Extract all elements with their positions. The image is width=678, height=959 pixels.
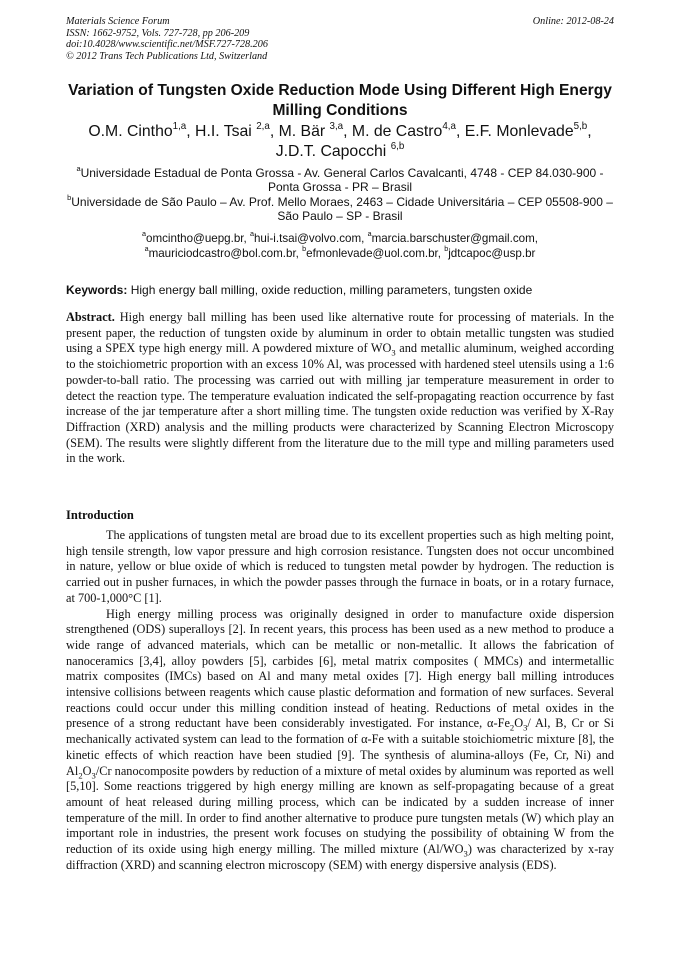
author-sup: 5,b [573, 120, 588, 132]
author-sup: 3,a [329, 120, 344, 132]
abstract-label: Abstract. [66, 310, 115, 324]
author-sup: 1,a [172, 120, 187, 132]
email-link[interactable]: mauriciodcastro@bol.com.br [148, 246, 296, 260]
affiliation-text: Universidade de São Paulo – Av. Prof. Mello Moraes, 2463 – Cidade Universitária – CEP 05508-900 – São Paulo – SP - Brasil [71, 195, 613, 224]
email-list: $^a$omcintho@uepg.br, $^a$hui-i.tsai@volvo.com, $^a$marcia.barschuster@gmail.com, $^a$mauriciodcastro@bol.com.br, $^b$efmonlevade@uol.com.br, $^b$jdtcapoc@usp.br [142, 229, 538, 260]
journal-name: Materials Science Forum [66, 16, 170, 27]
email-link[interactable]: marcia.barschuster@gmail.com [371, 232, 535, 245]
keywords-label: Keywords: [66, 283, 128, 297]
subscript: 2 [78, 770, 83, 780]
online-date: Online: 2012-08-24 [532, 16, 614, 27]
paragraph-text: O [514, 716, 524, 731]
email-mark: a [367, 229, 372, 239]
author-sup: 6,b [390, 140, 405, 152]
author-name: J.D.T. Capocchi [275, 143, 387, 160]
issn-line: ISSN: 1662-9752, Vols. 727-728, pp 206-209 [66, 27, 250, 39]
doi-line: doi:10.4028/www.scientific.net/MSF.727-728.206 [66, 39, 268, 51]
affiliation-b [66, 195, 614, 223]
copyright-line: © 2012 Trans Tech Publications Ltd, Switzerland [66, 50, 268, 62]
paper-title: Variation of Tungsten Oxide Reduction Mode Using Different High Energy Milling Conditions [68, 82, 612, 119]
email-mark: b [302, 244, 307, 254]
author-name: M. Bär [278, 123, 326, 140]
author-name: M. de Castro [351, 123, 443, 140]
section-heading-introduction: Introduction [66, 508, 134, 522]
intro-paragraph-2 [66, 607, 614, 874]
email-mark: a [144, 244, 149, 254]
affiliation-mark: b [67, 193, 72, 203]
author-sup: 2,a [256, 120, 270, 132]
keywords [66, 283, 614, 297]
paragraph-text: ) was characterized by x-ray diffraction (XRD) and scanning electron microscopy (SEM) with energy dispersive analysis (EDS). [66, 842, 614, 872]
email-link[interactable]: jdtcapoc@usp.br [448, 246, 536, 260]
subscript: 3 [391, 347, 396, 358]
email-mark: a [142, 229, 147, 239]
subscript: 3 [91, 770, 96, 780]
email-link[interactable]: efmonlevade@uol.com.br [306, 246, 438, 260]
paragraph-text: / Al, B, Cr or Si mechanically activated system can lead to the formation of α-Fe with a suitable stoichiometric mixture [8], the kinetic effects of which reaction have been studied [9]. The synthesis of alumina-alloys (Fe, Cr, Ni) and Al [66, 716, 614, 778]
subscript: 3 [523, 722, 528, 733]
paragraph-text: O [82, 763, 92, 778]
affiliation-a [66, 166, 614, 194]
intro-paragraph-1: The applications of tungsten metal are broad due to its excellent properties such as high melting point, high tensile strength, low vapor pressure and high corrosion resistance. Tungsten does not occur uncombined in nature, yellow or blue oxide of which is reduced to tungsten metal powder by hydrogen. The reduction is carried out in pusher furnaces, in which the powder passes through the furnace in boats, or in a rotary furnace, at 700-1,000°C [1]. [66, 528, 614, 605]
subscript: 3 [463, 848, 468, 859]
email-link[interactable]: hui-i.tsai@volvo.com [253, 232, 362, 245]
affiliation-text: Universidade Estadual de Ponta Grossa - Av. General Carlos Cavalcanti, 4748 - CEP 84.030-900 - Ponta Grossa - PR – Brasil [80, 166, 604, 195]
author-sup: 4,a [442, 120, 456, 132]
keywords-text: High energy ball milling, oxide reduction, milling parameters, tungsten oxide [130, 283, 533, 297]
abstract-text-2: and metallic aluminum, weighed according to the stoichiometric proportion with an excess 10% Al, was processed with hardened steel utensils using a 1:6 powder-to-ball ratio. The processing was carried out with milling jar temperature measurement in order to detect the reaction type. The temperature evaluation indicated the self-propagating reaction occurrence by fast increase of the jar temperature after a short milling time. The tungsten oxide reduction was verified by X-Ray Diffraction (XRD) analysis and the milling products were characterized by Scanning Electron Microscopy (SEM). The results were slightly different from the literature due to the mill type and milling parameters used in the work. [66, 341, 614, 466]
introduction-body [66, 528, 614, 873]
author-name: E.F. Monlevade [464, 123, 574, 140]
paragraph-text: High energy milling process was originally designed in order to manufacture oxide dispersion strengthened (ODS) superalloys [2]. In recent years, this process has been used as a new method to produce a wide range of advanced materials, which can be metallic or non-metallic. It allows the fabrication of nanoceramics [3,4], alloy powders [5], carbides [6], metal matrix composites ( MMCs) and intermetallic matrix composites (IMCs) based on Al and many metal oxides [7]. High energy ball milling introduces intensive collisions between reagents which cause plastic deformation and formation of new surfaces. Several reactions could occur under this milling condition instead of heating. Reductions of metal oxides in the presence of a strong reductant have been considerably investigated. For instance, α-Fe [66, 606, 614, 731]
email-link[interactable]: omcintho@uepg.br [146, 232, 244, 245]
abstract-text-1: High energy ball milling has been used like alternative route for processing of materials. In the present paper, the reduction of tungsten oxide by aluminum in order to obtain metallic tungsten was studied using a SPEX type high energy mill. A powdered mixture of WO [66, 310, 615, 356]
paragraph-text: /Cr nanocomposite powders by reduction of a mixture of metal oxides by aluminum was reported as well [5,10]. Some reactions triggered by high energy milling are known as self-propagating because of a great amount of heat released during milling process, which can be indicated by a sudden increase of inner temperature of the mill. In order to find another alternative to produce pure tungsten metals (W) which play an important role in industries, the present work focuses on studying the possibility of obtaining W from the reduction of its oxide using high energy milling. The milled mixture (Al/WO [66, 763, 614, 857]
journal-header [66, 16, 614, 62]
author-name: H.I. Tsai [195, 123, 252, 140]
author-list: O.M. Cintho$^{1,a}$, H.I. Tsai $^{2,a}$, M. Bär $^{3,a}$, M. de Castro$^{4,a}$, E.F. Monlevade$^{5,b}$, J.D.T. Capocchi $^{6,b}$ [88, 120, 592, 160]
email-mark: a [249, 229, 254, 239]
affiliation-mark: a [76, 164, 81, 174]
author-name: O.M. Cintho [88, 123, 173, 140]
abstract [66, 310, 614, 467]
subscript: 2 [509, 722, 515, 733]
email-mark: b [444, 244, 449, 254]
